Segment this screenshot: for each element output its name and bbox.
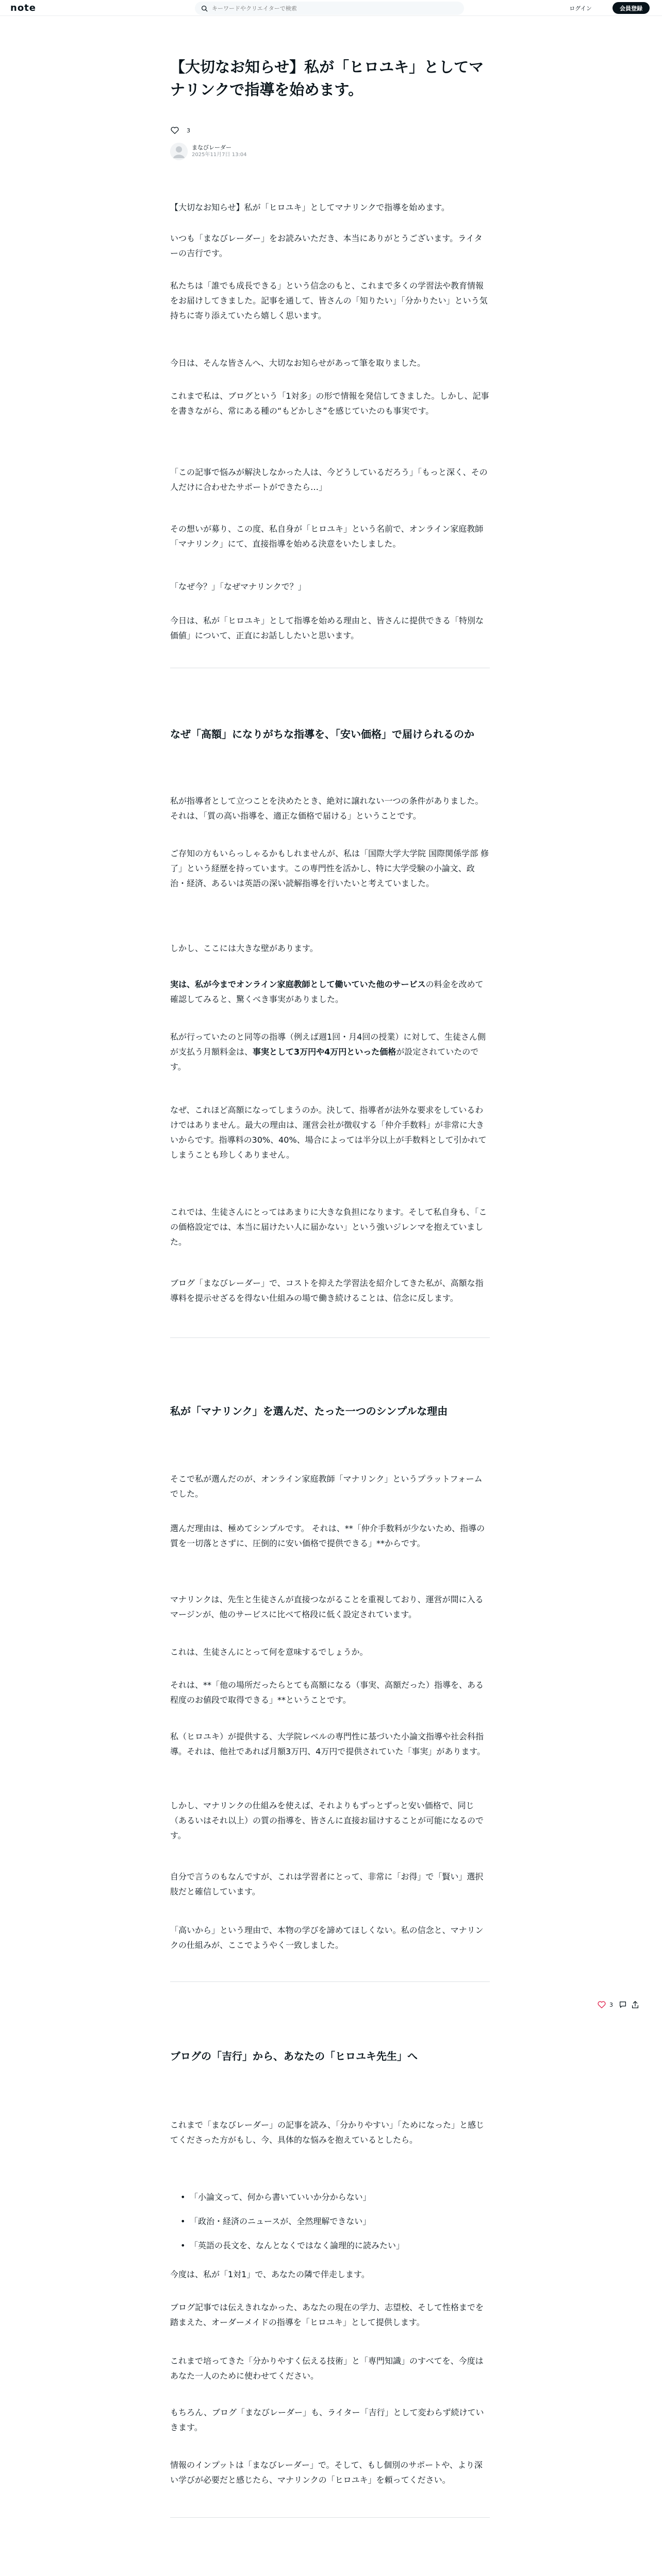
paragraph: そこで私が選んだのが、オンライン家庭教師「マナリンク」というプラットフォームでした。 (170, 1474, 483, 1499)
logo-text: note (10, 3, 36, 13)
section-heading: なぜ「高額」になりがちな指導を、「安い価格」で届けられるのか (170, 728, 474, 740)
search-input[interactable] (212, 5, 459, 12)
paragraph: 「なぜ今？」「なぜマナリンクで？」 (170, 582, 306, 591)
paragraph: これでは、生徒さんにとってはあまりに大きな負担になります。そして私自身も、「この価格設定では、本当に届けたい人に届かない」という強いジレンマを抱えていました。 (170, 1207, 487, 1247)
paragraph: これは、生徒さんにとって何を意味するでしょうか。 (170, 1647, 368, 1657)
paragraph: その想いが募り、この度、私自身が「ヒロユキ」という名前で、オンライン家庭教師「マナリンク」にて、直接指導を始める決意をいたしました。 (170, 524, 484, 549)
text: の料金を改めて確認してみると、驚くべき事実がありました。 (170, 979, 484, 1004)
paragraph: 私たちは「誰でも成長できる」という信念のもと、これまで多くの学習法や教育情報をお届けしてきました。記事を通して、皆さんの「知りたい」「分かりたい」という気持ちに寄り添えていたら嬉しく思います。 (170, 281, 488, 320)
text: が設定されていたのです。 (170, 1047, 479, 1072)
paragraph: しかし、マナリンクの仕組みを使えば、それよりもずっとずっと安い価格で、同じ（あるいはそれ以上）の質の指導を、皆さんに直接お届けすることが可能になるのです。 (170, 1801, 484, 1840)
list-item: • 「小論文って、何から書いていいか分からない」 (180, 2190, 490, 2205)
paragraph: マナリンクは、先生と生徒さんが直接つながることを重視しており、運営が間に入るマージンが、他のサービスに比べて格段に低く設定されています。 (170, 1595, 484, 1619)
paragraph: 【大切なお知らせ】私が「ヒロユキ」としてマナリンクで指導を始めます。 (170, 202, 450, 212)
paragraph: 情報のインプットは「まなびレーダー」で。そして、もし個別のサポートや、より深い学びが必要だと感じたら、マナリンクの「ヒロユキ」を頼ってください。 (170, 2460, 483, 2485)
avatar[interactable] (170, 143, 188, 160)
paragraph: 「この記事で悩みが解決しなかった人は、今どうしているだろう」「もっと深く、その人だけに合わせたサポートができたら…」 (170, 467, 488, 492)
list-item: • 「英語の長文を、なんとなくではなく論理的に読みたい」 (180, 2238, 490, 2253)
bold-text: 事実として3万円や4万円といった価格 (253, 1047, 396, 1057)
section-heading: 私が「マナリンク」を選んだ、たった一つのシンプルな理由 (170, 1405, 448, 1417)
author-block[interactable] (170, 143, 247, 160)
paragraph: 今日は、そんな皆さんへ、大切なお知らせがあって筆を取りました。 (170, 358, 426, 368)
paragraph: 自分で言うのもなんですが、これは学習者にとって、非常に「お得」で「賢い」選択肢だと確信しています。 (170, 1872, 484, 1896)
article-title: 【大切なお知らせ】私が「ヒロユキ」としてマナリンクで指導を始めます。 (170, 58, 484, 98)
share-icon[interactable] (631, 2000, 640, 2009)
paragraph: なぜ、これほど高額になってしまうのか。決して、指導者が法外な要求をしているわけではありません。最大の理由は、運営会社が徴収する「仲介手数料」が非常に大きいからです。指導料の30%、40%、場合によっては半分以上が手数料として引かれてしまうことも珍しくありません。 (170, 1105, 487, 1160)
paragraph: これまで「まなびレーダー」の記事を読み、「分かりやすい」「ためになった」と感じてくださった方がもし、今、具体的な悩みを抱えているとしたら。 (170, 2120, 484, 2145)
paragraph: これまで培ってきた「分かりやすく伝える技術」と「専門知識」のすべてを、今度はあなた一人のために使わせてください。 (170, 2356, 484, 2381)
paragraph: 今日は、私が「ヒロユキ」として指導を始める理由と、皆さんに提供できる「特別な価値」について、正直にお話ししたいと思います。 (170, 616, 484, 640)
article-meta-actions (170, 126, 190, 135)
login-button[interactable]: ログイン (562, 2, 599, 14)
author-avatar-icon (170, 143, 188, 160)
like-count: 3 (609, 2001, 613, 2008)
register-button[interactable]: 会員登録 (613, 2, 650, 14)
author-name[interactable]: まなびレーダー (192, 144, 231, 151)
paragraph: 私が指導者として立つことを決めたとき、絶対に譲れない一つの条件がありました。それは、「質の高い指導を、適正な価格で届ける」ということです。 (170, 796, 484, 821)
paragraph: 「高いから」という理由で、本物の学びを諦めてほしくない。私の信念と、マナリンクの仕組みが、ここでようやく一致しました。 (170, 1925, 484, 1950)
divider (170, 1981, 490, 1982)
like-count: 3 (187, 127, 190, 134)
paragraph: 今度は、私が「1対1」で、あなたの隣で伴走します。 (170, 2269, 370, 2279)
paragraph: ご存知の方もいらっしゃるかもしれませんが、私は「国際大学大学院 国際関係学部 修了」という経歴を持っています。この専門性を活かし、特に大学受験の小論文、政治・経済、あるいは英語の深い読解指導を行いたいと考えていました。 (170, 849, 489, 888)
list-item: • 「政治・経済のニュースが、全然理解できない」 (180, 2214, 490, 2229)
paragraph: これまで私は、ブログという「1対多」の形で情報を発信してきました。しかし、記事を書きながら、常にある種の“もどかしさ”を感じていたのも事実です。 (170, 391, 489, 416)
paragraph: ブログ記事では伝えきれなかった、あなたの現在の学力、志望校、そして性格までを踏まえた、オーダーメイドの指導を「ヒロユキ」として提供します。 (170, 2302, 484, 2327)
search-icon (201, 5, 208, 12)
note-logo[interactable] (10, 2, 36, 14)
publish-date: 2025年11月7日 13:04 (192, 152, 247, 158)
search-bar[interactable] (195, 2, 464, 15)
paragraph: いつも「まなびレーダー」をお読みいただき、本当にありがとうございます。ライターの吉行です。 (170, 233, 483, 258)
bold-text: 実は、私が今までオンライン家庭教師として働いていた他のサービス (170, 979, 426, 989)
paragraph: しかし、ここには大きな壁があります。 (170, 943, 318, 953)
global-header (0, 0, 662, 16)
floating-actions (597, 2000, 640, 2009)
text: 私が行っていたのと同等の指導（例えば週1回・月4回の授業）に対して、生徒さん側が支払う月額料金は、 (170, 1032, 486, 1057)
concern-list (180, 2190, 490, 2262)
heart-icon[interactable] (597, 2000, 606, 2009)
paragraph (170, 977, 490, 1007)
paragraph: それは、**「他の場所だったらとても高額になる（事実、高額だった）指導を、ある程度のお値段で取得できる」**ということです。 (170, 1680, 484, 1705)
paragraph: 私（ヒロユキ）が提供する、大学院レベルの専門性に基づいた小論文指導や社会科指導。それは、他社であれば月額3万円、4万円で提供されていた「事実」があります。 (170, 1732, 486, 1756)
divider (170, 1337, 490, 1338)
paragraph: 選んだ理由は、極めてシンプルです。 それは、**「仲介手数料が少ないため、指導の質を一切落とさずに、圧倒的に安い価格で提供できる」**からです。 (170, 1523, 485, 1548)
paragraph (170, 1029, 490, 1074)
heart-icon[interactable] (170, 126, 179, 135)
paragraph: ブログ「まなびレーダー」で、コストを抑えた学習法を紹介してきた私が、高額な指導料を提示せざるを得ない仕組みの場で働き続けることは、信念に反します。 (170, 1278, 484, 1303)
paragraph: もちろん、ブログ「まなびレーダー」も、ライター「吉行」として変わらず続けていきます。 (170, 2408, 484, 2432)
section-heading: ブログの「吉行」から、あなたの「ヒロユキ先生」へ (170, 2050, 418, 2062)
comment-icon[interactable] (618, 2000, 627, 2009)
divider (170, 2517, 490, 2518)
